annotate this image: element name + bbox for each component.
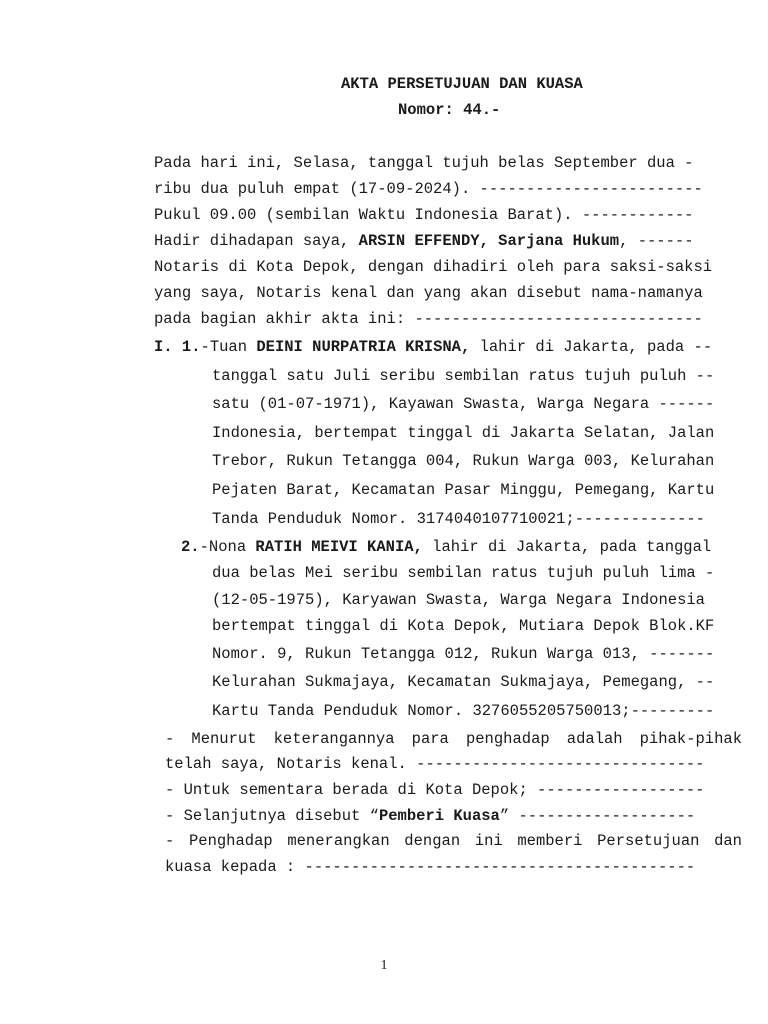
party2-prefix: -Nona [199,538,256,556]
opening-line-notary [154,232,694,250]
party1-number: 1. [181,338,201,356]
opening-line: pada bagian akhir akta ini: ------------------------------- [154,310,703,328]
party2-line: Kelurahan Sukmajaya, Kecamatan Sukmajaya, Pemegang, -- [212,673,715,691]
opening-text: Hadir dihadapan saya, [154,232,359,250]
closing-statement-grantor [165,807,695,825]
party2-number: 2. [181,538,200,556]
closing-text: ” ------------------- [499,807,696,825]
party2-rest: lahir di Jakarta, pada tanggal [422,538,712,556]
party2-name: RATIH MEIVI KANIA, [255,538,423,556]
party1-line: Indonesia, bertempat tinggal di Jakarta Selatan, Jalan [212,424,715,442]
grantor-term: Pemberi Kuasa [378,807,500,825]
closing-statement: - Menurut keterangannya para penghadap adalah pihak-pihak [165,730,742,748]
closing-statement: - Untuk sementara berada di Kota Depok; ------------------ [165,781,705,799]
opening-line: Pukul 09.00 (sembilan Waktu Indonesia Barat). ------------ [154,206,694,224]
party1-line: Pejaten Barat, Kecamatan Pasar Minggu, Pemegang, Kartu [212,481,715,499]
document-title: AKTA PERSETUJUAN DAN KUASA [341,75,583,93]
closing-statement: telah saya, Notaris kenal. ------------------------------- [165,755,705,773]
page-number: 1 [380,958,388,973]
party2-line: (12-05-1975), Karyawan Swasta, Warga Negara Indonesia [212,591,705,609]
notary-name: ARSIN EFFENDY, Sarjana Hukum [358,232,620,250]
party1-name: DEINI NURPATRIA KRISNA, [256,338,471,356]
party2-line: bertempat tinggal di Kota Depok, Mutiara Depok Blok.KF [212,617,715,635]
closing-statement: - Penghadap menerangkan dengan ini memberi Persetujuan dan [165,832,742,850]
party1-roman: I. [154,338,173,356]
party2-line: Kartu Tanda Penduduk Nomor. 3276055205750013;--------- [212,702,715,720]
opening-line: Pada hari ini, Selasa, tanggal tujuh belas September dua - [154,154,694,172]
party1-line: Tanda Penduduk Nomor. 3174040107710021;-------------- [212,510,705,528]
closing-statement: kuasa kepada : ------------------------------------------ [165,858,696,876]
opening-line: yang saya, Notaris kenal dan yang akan disebut nama-namanya [154,284,703,302]
closing-text: - Selanjutnya disebut “ [165,807,379,825]
document-number: Nomor: 44.- [398,101,501,119]
party1-line: Trebor, Rukun Tetangga 004, Rukun Warga 003, Kelurahan [212,452,715,470]
party1-prefix: -Tuan [200,338,257,356]
party2-first-line [181,538,711,556]
party1-rest: lahir di Jakarta, pada -- [470,338,713,356]
opening-line: ribu dua puluh empat (17-09-2024). ------------------------ [154,180,703,198]
opening-line: Notaris di Kota Depok, dengan dihadiri oleh para saksi-saksi [154,258,713,276]
party1-first-line [154,338,712,356]
opening-text: , ------ [619,232,694,250]
party2-line: Nomor. 9, Rukun Tetangga 012, Rukun Warga 013, ------- [212,645,715,663]
party1-line: tanggal satu Juli seribu sembilan ratus tujuh puluh -- [212,367,715,385]
party2-line: dua belas Mei seribu sembilan ratus tujuh puluh lima - [212,564,715,582]
party1-line: satu (01-07-1971), Kayawan Swasta, Warga Negara ------ [212,395,715,413]
